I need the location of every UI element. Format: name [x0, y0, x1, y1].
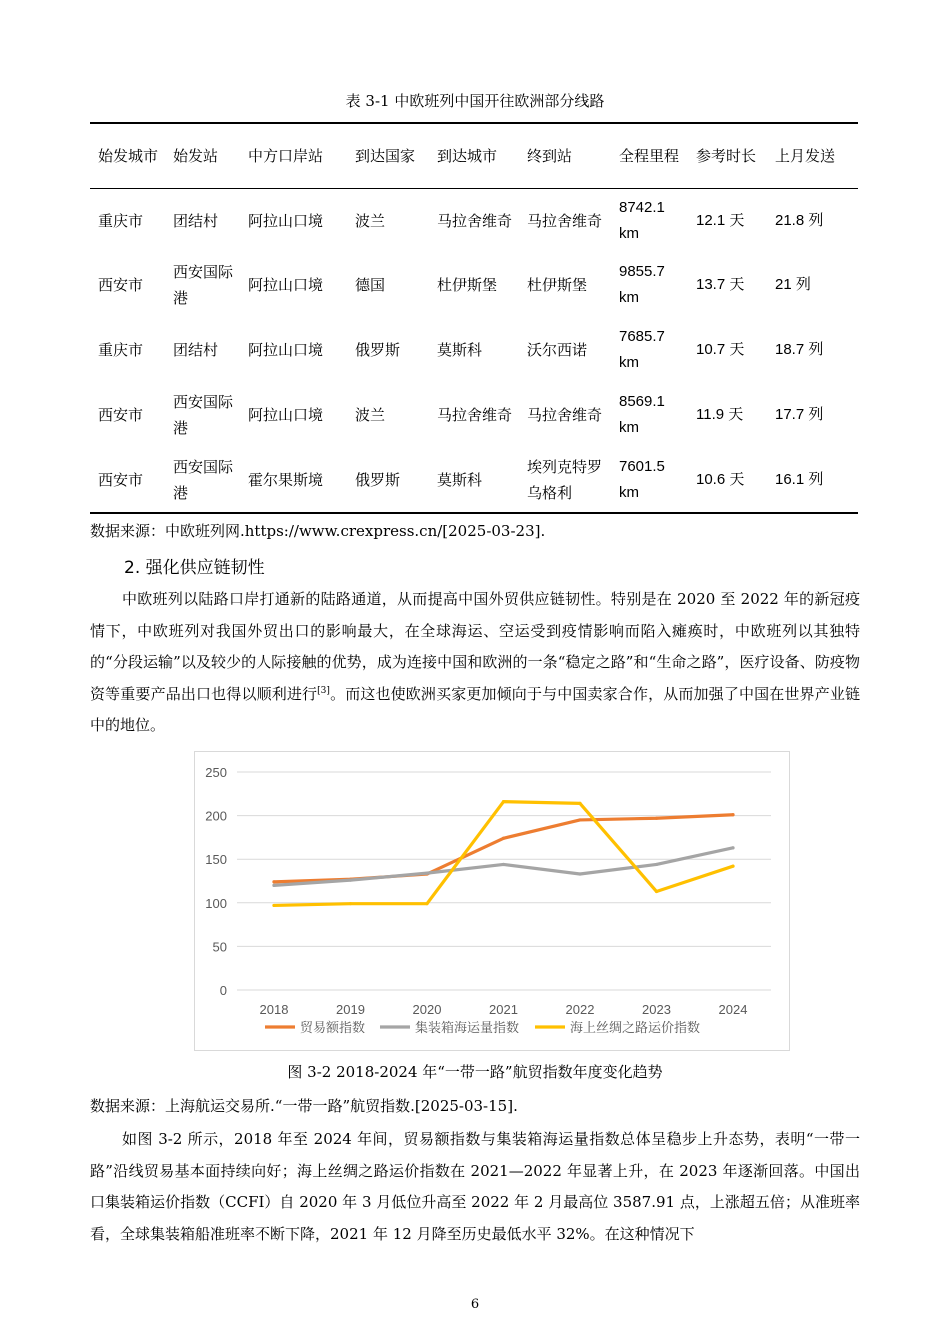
cell-terminal-station: 马拉舍维奇 [527, 211, 603, 230]
table-source-note: 数据来源：中欧班列网.https://www.crexpress.cn/[2025-03-23]. [90, 522, 546, 540]
y-tick-label: 100 [205, 895, 227, 911]
data-point [655, 890, 658, 893]
data-point [425, 872, 428, 875]
chart-frame [194, 751, 790, 1051]
x-tick-label: 2020 [412, 1002, 442, 1017]
data-point [502, 800, 505, 803]
cell-destination-city: 杜伊斯堡 [437, 275, 498, 294]
cell-duration: 11.9 天 [696, 405, 744, 423]
cell-origin-city: 西安市 [98, 275, 144, 294]
cell-origin-station: 西安国际港 [173, 262, 234, 307]
cell-terminal-station: 埃列克特罗乌格利 [527, 457, 603, 502]
cell-distance: 7601.5 km [619, 457, 665, 501]
cell-origin-station: 团结村 [173, 340, 219, 359]
data-point [731, 865, 734, 868]
paragraph-text: 。而这也使欧洲买家更加倾向于与中国卖家合作，从而加强了中国在世界产业链中的地位。 [90, 684, 860, 734]
cell-destination-city: 马拉舍维奇 [437, 211, 513, 230]
cell-last-month-trains: 18.7 列 [775, 340, 824, 358]
table-row [90, 447, 858, 513]
cell-origin-station: 团结村 [173, 211, 219, 230]
cell-destination-country: 波兰 [355, 211, 386, 230]
line-chart [195, 752, 789, 1050]
data-point [272, 880, 275, 883]
cell-destination-country: 波兰 [355, 405, 386, 424]
header-origin-city: 始发城市 [98, 147, 159, 165]
table-caption: 表 3-1 中欧班列中国开往欧洲部分线路 [345, 92, 605, 110]
cell-border-port: 阿拉山口境 [248, 275, 324, 294]
header-last-month-trains: 上月发送 [775, 147, 836, 165]
data-point [349, 879, 352, 882]
cell-destination-country: 俄罗斯 [355, 470, 401, 489]
route-table [90, 122, 858, 514]
header-distance: 全程里程 [619, 147, 680, 165]
cell-origin-city: 重庆市 [98, 211, 144, 230]
cell-duration: 12.1 天 [696, 211, 745, 229]
cell-border-port: 霍尔果斯境 [248, 470, 324, 489]
data-point [655, 817, 658, 820]
data-point [578, 818, 581, 821]
x-tick-label: 2022 [565, 1002, 595, 1017]
table-row [90, 317, 858, 382]
body-paragraph [90, 584, 860, 742]
header-destination-city: 到达城市 [437, 147, 498, 165]
cell-destination-country: 俄罗斯 [355, 340, 401, 359]
data-point [655, 863, 658, 866]
cell-last-month-trains: 21 列 [775, 275, 811, 293]
data-point [578, 872, 581, 875]
table-header-row [90, 123, 858, 189]
data-point [425, 902, 428, 905]
cell-distance: 9855.7 km [619, 262, 665, 306]
cell-origin-city: 重庆市 [98, 340, 144, 359]
cell-terminal-station: 马拉舍维奇 [527, 405, 603, 424]
cell-origin-city: 西安市 [98, 470, 144, 489]
cell-last-month-trains: 17.7 列 [775, 405, 824, 423]
cell-destination-city: 马拉舍维奇 [437, 405, 513, 424]
cell-terminal-station: 沃尔西诺 [527, 340, 588, 359]
data-point [349, 902, 352, 905]
cell-border-port: 阿拉山口境 [248, 405, 324, 424]
section-heading: 2. 强化供应链韧性 [124, 558, 265, 578]
y-tick-label: 0 [219, 983, 227, 998]
table-row [90, 382, 858, 447]
cell-destination-country: 德国 [355, 275, 386, 294]
body-paragraph: 如图 3-2 所示，2018 年至 2024 年间，贸易额指数与集装箱海运量指数总体呈稳步上升态势，表明“一带一路”沿线贸易基本面持续向好；海上丝绸之路运价指数在 2021—2022 年显著上升，在 2023 年逐渐回落。中国出口集装箱运价指数（CCFI）自 2020 年 3 月低位升高至 2022 年 2 月最高位 3587.91 点，上涨超五倍；从准班率看，全球集装箱船准班率不断下降，2021 年 12 月降至历史最低水平 32%。在这种情况下 [90, 1130, 860, 1243]
series-line-2 [274, 848, 733, 885]
data-point [731, 813, 734, 816]
header-duration: 参考时长 [696, 147, 757, 165]
data-point [272, 904, 275, 907]
data-point [502, 837, 505, 840]
y-tick-label: 150 [205, 852, 227, 868]
cell-duration: 10.6 天 [696, 470, 745, 488]
x-tick-label: 2024 [718, 1002, 748, 1017]
x-tick-label: 2021 [489, 1002, 518, 1017]
cell-destination-city: 莫斯科 [437, 340, 483, 359]
cell-distance: 8742.1 km [619, 198, 665, 242]
page-number: 6 [470, 1297, 480, 1312]
legend-label: 集装箱海运量指数 [415, 1021, 520, 1036]
cell-terminal-station: 杜伊斯堡 [527, 275, 588, 294]
y-tick-label: 50 [212, 939, 227, 955]
cell-origin-station: 西安国际港 [173, 392, 234, 437]
cell-border-port: 阿拉山口境 [248, 211, 324, 230]
legend-label: 贸易额指数 [300, 1021, 366, 1036]
cell-duration: 10.7 天 [696, 340, 745, 358]
figure-source-note: 数据来源：上海航运交易所.“一带一路”航贸指数.[2025-03-15]. [90, 1097, 518, 1115]
x-tick-label: 2018 [259, 1002, 289, 1017]
table-row [90, 252, 858, 317]
cell-last-month-trains: 16.1 列 [775, 470, 824, 488]
series-line-1 [274, 815, 733, 882]
data-point [272, 884, 275, 887]
legend-label: 海上丝绸之路运价指数 [570, 1021, 701, 1036]
figure-caption: 图 3-2 2018-2024 年“一带一路”航贸指数年度变化趋势 [287, 1063, 663, 1081]
x-tick-label: 2023 [642, 1002, 671, 1017]
x-tick-label: 2019 [336, 1002, 365, 1017]
cell-distance: 7685.7 km [619, 327, 665, 371]
data-point [502, 863, 505, 866]
cell-origin-city: 西安市 [98, 405, 144, 424]
data-point [731, 846, 734, 849]
data-point [578, 802, 581, 805]
cell-destination-city: 莫斯科 [437, 470, 483, 489]
header-terminal-station: 终到站 [527, 147, 573, 165]
cell-border-port: 阿拉山口境 [248, 340, 324, 359]
y-tick-label: 200 [205, 808, 227, 824]
cell-duration: 13.7 天 [696, 275, 745, 293]
y-tick-label: 250 [205, 765, 227, 780]
header-border-port: 中方口岸站 [248, 147, 324, 165]
header-origin-station: 始发站 [173, 147, 219, 165]
paragraph-text: 中欧班列以陆路口岸打通新的陆路通道，从而提高中国外贸供应链韧性。特别是在 2020 至 2022 年的新冠疫情下，中欧班列对我国外贸出口的影响最大，在全球海运、空运受到疫情影响而陷入瘫痪时，中欧班列以其独特的“分段运输”以及较少的人际接触的优势，成为连接中国和欧洲的一条“稳定之路”和“生命之路”，医疗设备、防疫物资等重要产品出口也得以顺利进行 [90, 590, 860, 703]
cell-distance: 8569.1 km [619, 392, 665, 436]
citation-ref[interactable]: [3] [317, 685, 330, 696]
header-destination-country: 到达国家 [355, 147, 416, 165]
table-row [90, 189, 858, 253]
cell-origin-station: 西安国际港 [173, 457, 234, 502]
cell-last-month-trains: 21.8 列 [775, 211, 824, 229]
